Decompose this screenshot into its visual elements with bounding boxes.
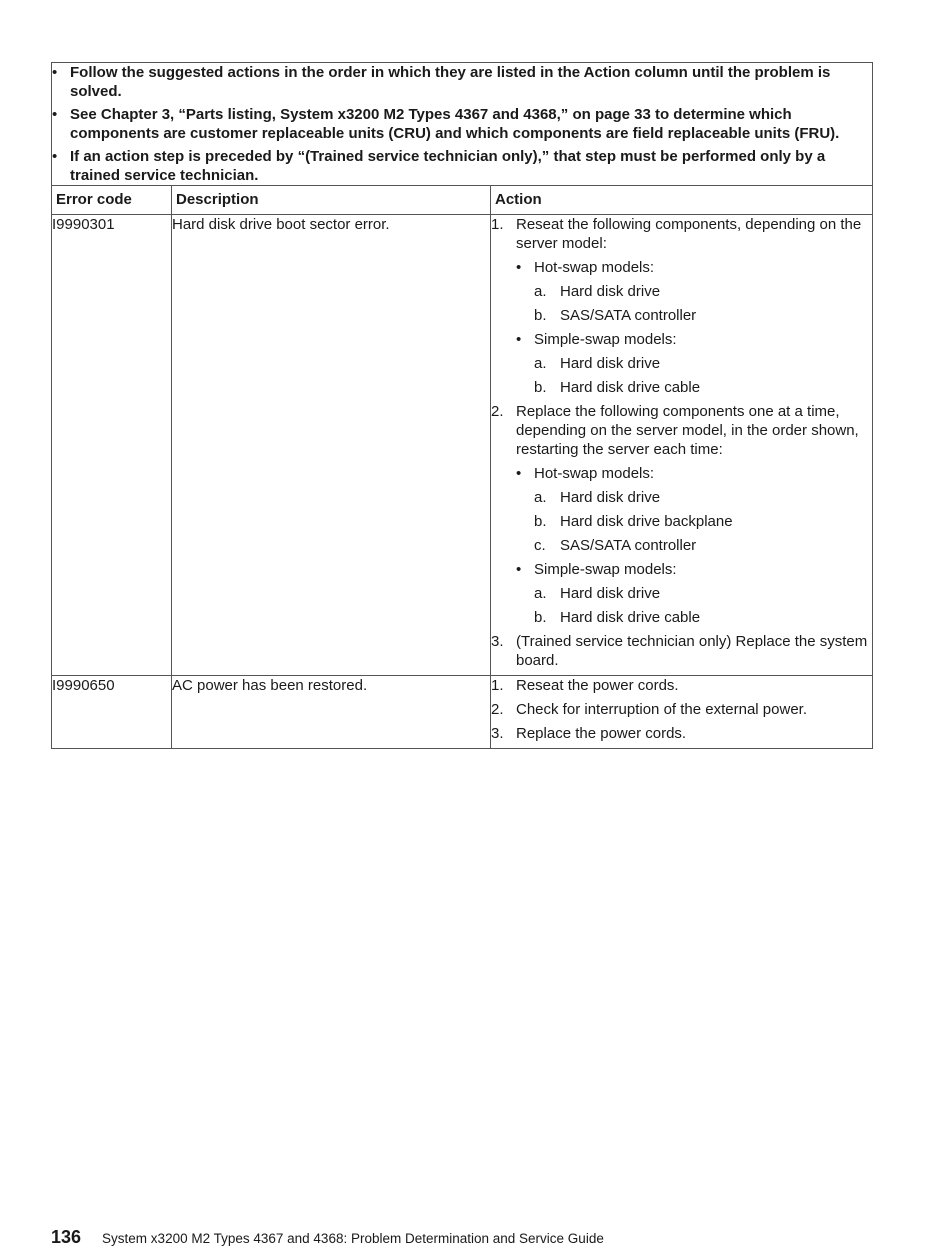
item-letter: b.	[534, 379, 547, 396]
table-row	[52, 215, 873, 676]
item-text: Hard disk drive	[560, 489, 661, 506]
item-letter: a.	[534, 355, 547, 372]
model-group-label: Hot-swap models:	[534, 465, 655, 482]
action-step	[491, 402, 872, 627]
notes-row	[52, 63, 873, 186]
model-group-label: Simple-swap models:	[534, 561, 677, 578]
column-header-error-code: Error code	[52, 186, 172, 215]
page-footer	[51, 1227, 604, 1248]
step-number: 1.	[491, 677, 504, 694]
action-step	[491, 676, 872, 695]
item-letter: b.	[534, 513, 547, 530]
action-step	[491, 215, 872, 397]
error-code-cell: I9990301	[52, 215, 172, 676]
action-step	[491, 700, 872, 719]
item-text: Hard disk drive	[560, 355, 661, 372]
step-text: Replace the following components one at a time, depending on the server model, in the order shown, restarting the server each time:	[516, 403, 859, 458]
component-item	[534, 584, 872, 603]
note-item	[52, 63, 872, 101]
bullet-icon: •	[516, 561, 522, 578]
component-item	[534, 608, 872, 627]
step-text: Replace the power cords.	[516, 725, 687, 742]
step-text: Check for interruption of the external power.	[516, 701, 807, 718]
step-number: 3.	[491, 633, 504, 650]
step-text: (Trained service technician only) Replace the system board.	[516, 633, 868, 669]
column-header-action: Action	[491, 186, 873, 215]
item-letter: b.	[534, 307, 547, 324]
item-letter: c.	[534, 537, 546, 554]
item-letter: a.	[534, 489, 547, 506]
column-header-description: Description	[172, 186, 491, 215]
error-code-table	[51, 62, 873, 749]
component-item	[534, 282, 872, 301]
item-text: Hard disk drive cable	[560, 379, 701, 396]
notes-cell	[52, 63, 873, 186]
model-group	[516, 258, 872, 325]
step-number: 2.	[491, 701, 504, 718]
model-group	[516, 464, 872, 555]
step-number: 1.	[491, 216, 504, 233]
description-cell: AC power has been restored.	[172, 676, 491, 749]
component-item	[534, 354, 872, 373]
note-text: If an action step is preceded by “(Trained service technician only),” that step must be performed only by a trained service technician.	[70, 148, 826, 184]
note-item	[52, 105, 872, 143]
component-item	[534, 488, 872, 507]
bullet-icon: •	[516, 465, 522, 482]
bullet-icon: •	[516, 259, 522, 276]
bullet-icon: •	[52, 64, 58, 81]
item-text: Hard disk drive cable	[560, 609, 701, 626]
error-code-cell: I9990650	[52, 676, 172, 749]
note-text: See Chapter 3, “Parts listing, System x3200 M2 Types 4367 and 4368,” on page 33 to determine which components are customer replaceable units (CRU) and which components are field replaceable units (FRU).	[70, 106, 840, 142]
model-group	[516, 560, 872, 627]
action-step	[491, 632, 872, 670]
item-letter: a.	[534, 585, 547, 602]
footer-title: System x3200 M2 Types 4367 and 4368: Problem Determination and Service Guide	[102, 1231, 604, 1246]
page-number: 136	[51, 1227, 82, 1247]
action-cell	[491, 215, 873, 676]
step-text: Reseat the power cords.	[516, 677, 679, 694]
action-step	[491, 724, 872, 743]
item-letter: a.	[534, 283, 547, 300]
item-text: SAS/SATA controller	[560, 307, 697, 324]
item-text: Hard disk drive	[560, 585, 661, 602]
model-group-label: Hot-swap models:	[534, 259, 655, 276]
table-row	[52, 676, 873, 749]
component-item	[534, 512, 872, 531]
note-text: Follow the suggested actions in the order in which they are listed in the Action column until the problem is solved.	[70, 64, 831, 100]
bullet-icon: •	[516, 331, 522, 348]
note-item	[52, 147, 872, 185]
item-text: SAS/SATA controller	[560, 537, 697, 554]
action-cell	[491, 676, 873, 749]
item-text: Hard disk drive backplane	[560, 513, 733, 530]
item-text: Hard disk drive	[560, 283, 661, 300]
bullet-icon: •	[52, 106, 58, 123]
component-item	[534, 378, 872, 397]
step-number: 3.	[491, 725, 504, 742]
bullet-icon: •	[52, 148, 58, 165]
header-row	[52, 186, 873, 215]
step-number: 2.	[491, 403, 504, 420]
component-item	[534, 536, 872, 555]
model-group	[516, 330, 872, 397]
description-cell: Hard disk drive boot sector error.	[172, 215, 491, 676]
item-letter: b.	[534, 609, 547, 626]
model-group-label: Simple-swap models:	[534, 331, 677, 348]
step-text: Reseat the following components, depending on the server model:	[516, 216, 862, 252]
component-item	[534, 306, 872, 325]
